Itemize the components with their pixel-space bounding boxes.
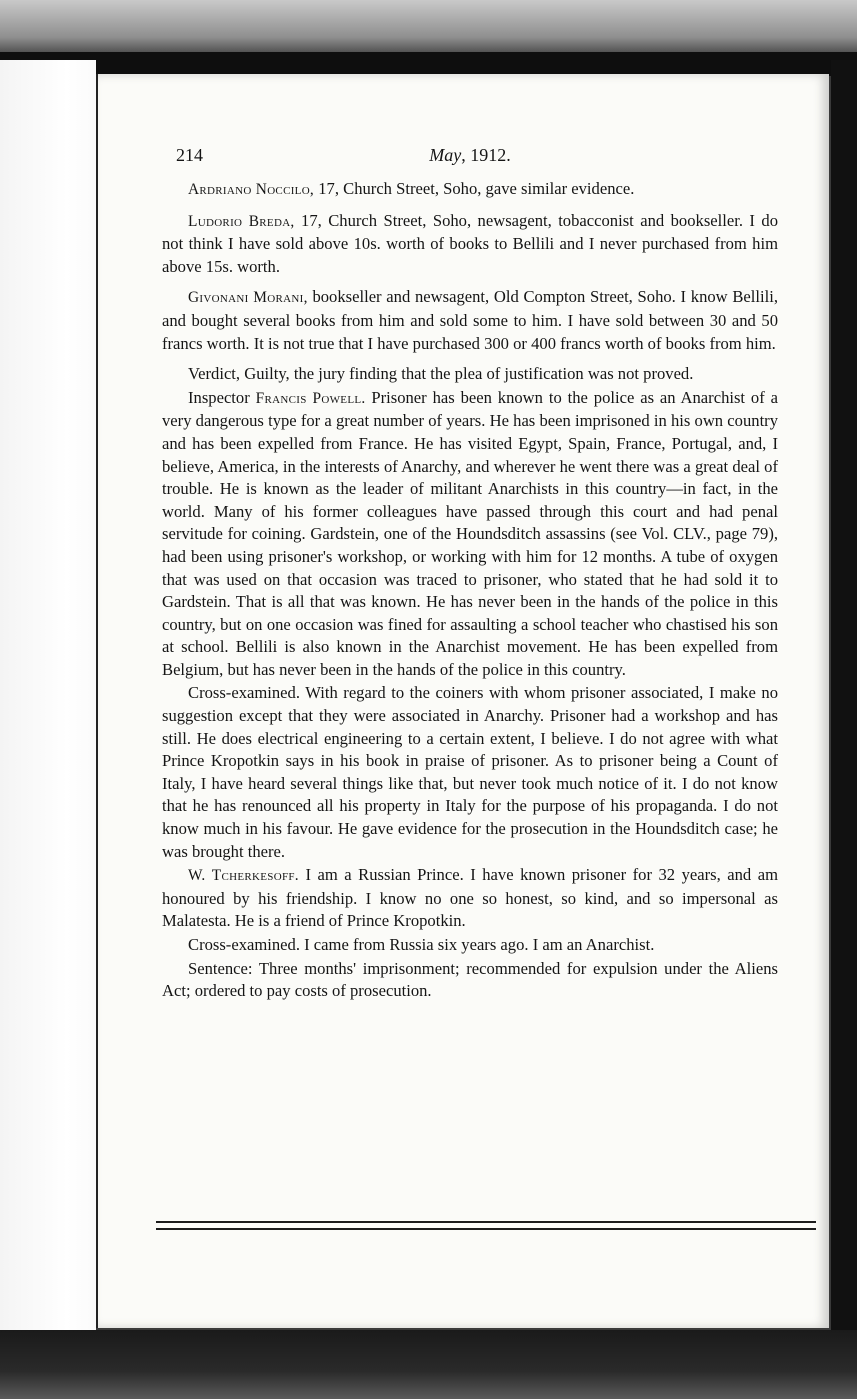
paragraph-tcherkesoff [162, 864, 778, 933]
speaker-name: Francis Powell. [255, 389, 366, 407]
page-header [162, 144, 778, 170]
closing-rule-bottom [156, 1228, 816, 1230]
page-number: 214 [176, 145, 203, 165]
page-content [162, 144, 778, 1003]
paragraph-text: Prisoner has been known to the police as an Anarchist of a very dangerous type for a great number of years. He has been imprisoned in his own country and has been expelled from France. He has visited Egypt, Spain, France, Portugal, and, I believe, America, in the interests of Anarchy, and wherever he went there was a great deal of trouble. He is known as the leader of militant Anarchists in this country—in fact, in the world. Many of his former colleagues have passed through this court and had penal servitude for coining. Gardstein, one of the Houndsditch assassins (see Vol. CLV., page 79), had been using prisoner's workshop, or working with him for 12 months. A tube of oxygen that was used on that occasion was traced to prisoner, who stated that he had sold it to Gardstein. That is all that was known. He has never been in the hands of the police in this country, but on one occasion was fined for assaulting a school teacher who chastised his son at school. Bellili is also known in the Anarchist movement. He has been expelled from Belgium, but has never been in the hands of the police in this country. [162, 387, 778, 679]
paragraph-inspector-powell [162, 387, 778, 682]
paragraph-text: bookseller and newsagent, Old Compton Street, Soho. I know Bellili, and bought several books from him and sold some to him. I have sold between 30 and 50 francs worth. It is not true that I have purchased 300 or 400 francs worth of books from him. [162, 287, 779, 353]
speaker-name: Ludorio Breda, [188, 212, 295, 230]
speaker-name: Ardriano Noccilo, [188, 181, 315, 198]
paragraph-cross-examined-tcherkesoff [162, 934, 778, 957]
scan-bottom-edge [0, 1330, 857, 1399]
paragraph-text: I am a Russian Prince. I have known prisoner for 32 years, and am honoured by his friendship. I know no one so honest, so kind, and so impersonal as Malatesta. He is a friend of Prince Kropotkin. [162, 865, 779, 931]
running-head-month: May [429, 145, 462, 165]
scan-left-margin [0, 60, 96, 1340]
paragraph-text: Cross-examined. With regard to the coiners with whom prisoner associated, I make no suggestion except that they were associated in Anarchy. Prisoner had a workshop and has still. He does electrical engineering to a certain extent, I believe. I do not agree with what Prince Kropotkin says in his book in praise of prisoner. As to prisoner being a Count of Italy, I have heard several things like that, but never took much notice of it. I do not know that he has renounced all his property in Italy for the purpose of his propaganda. I do not know much in his favour. He gave evidence for the prosecution in the Houndsditch case; he was brought there. [162, 683, 778, 861]
paragraph-verdict [162, 363, 778, 386]
speaker-name: Givonani Morani, [188, 289, 308, 307]
paragraph-sentence [162, 958, 778, 1003]
paragraph-ardriano-noccilo [162, 178, 778, 202]
paragraph-text: Verdict, Guilty, the jury finding that the plea of justification was not proved. [188, 364, 694, 384]
paragraph-cross-examined-powell [162, 682, 778, 863]
running-head [162, 144, 778, 167]
paragraph-text: 17, Church Street, Soho, newsagent, tobacconist and bookseller. I do not think I have sold above 10s. worth of books to Bellili and I never purchased from him above 15s. worth. [162, 210, 779, 276]
book-page [96, 74, 829, 1328]
running-head-year: , 1912. [461, 145, 511, 165]
speaker-prefix: Inspector [188, 387, 256, 407]
scan-binding-band [0, 52, 857, 76]
closing-rule-top [156, 1221, 816, 1223]
paragraph-text: Sentence: Three months' imprisonment; recommended for expulsion under the Aliens Act; ordered to pay costs of prosecution. [162, 958, 778, 1001]
paragraph-ludorio-breda [162, 210, 778, 279]
paragraph-givonani-morani [162, 286, 778, 355]
speaker-name: W. Tcherkesoff. [188, 867, 299, 885]
scan-right-edge [831, 60, 857, 1399]
paragraph-text: Cross-examined. I came from Russia six years ago. I am an Anarchist. [188, 935, 655, 954]
paragraph-text: 17, Church Street, Soho, gave similar evidence. [314, 179, 635, 198]
